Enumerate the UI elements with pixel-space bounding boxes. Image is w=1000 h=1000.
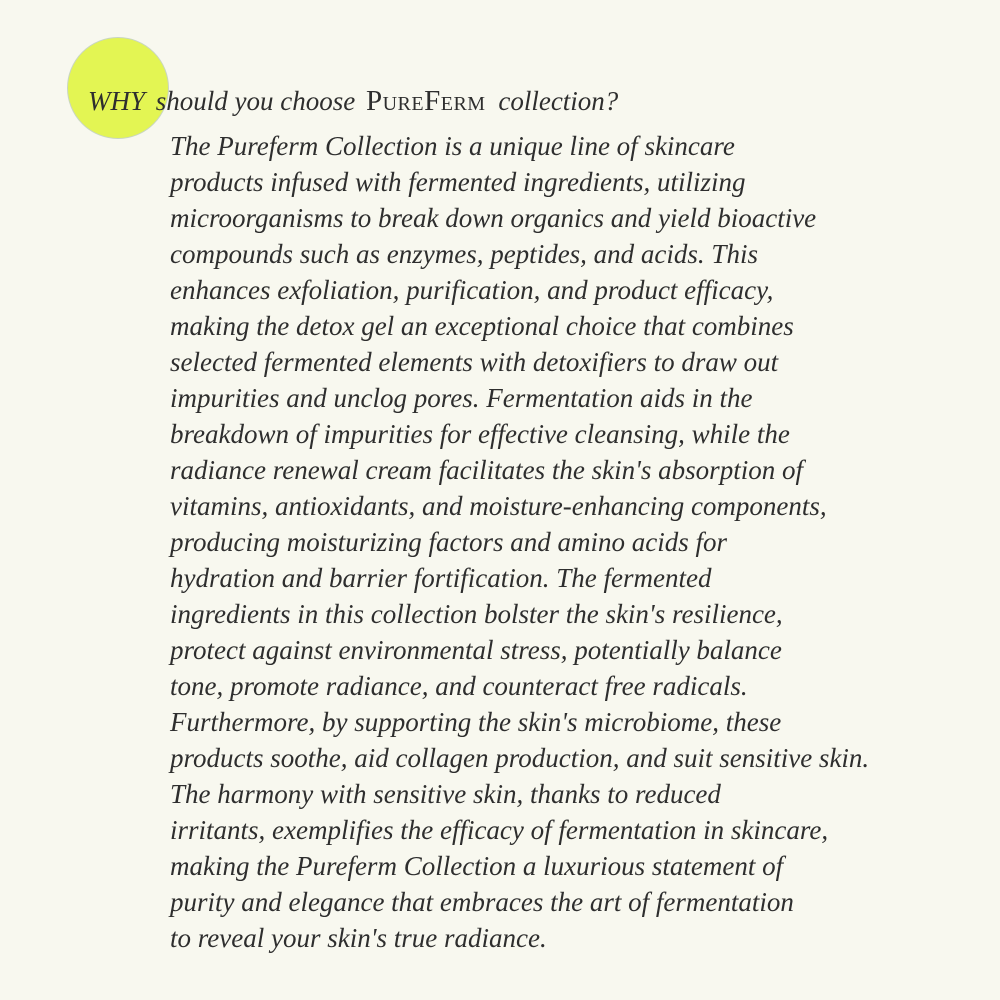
- paragraph-line: compounds such as enzymes, peptides, and acids. This: [170, 239, 758, 269]
- paragraph-line: making the Pureferm Collection a luxurious statement of: [170, 851, 784, 881]
- paragraph-line: selected fermented elements with detoxifiers to draw out: [170, 347, 779, 377]
- paragraph-line: The Pureferm Collection is a unique line of skincare: [170, 131, 735, 161]
- paragraph-line: to reveal your skin's true radiance.: [170, 923, 547, 953]
- paragraph-line: irritants, exemplifies the efficacy of fermentation in skincare,: [170, 815, 829, 845]
- paragraph-line: ingredients in this collection bolster the skin's resilience,: [170, 599, 783, 629]
- paragraph-line: hydration and barrier fortification. The fermented: [170, 563, 712, 593]
- paragraph-line: enhances exfoliation, purification, and product efficacy,: [170, 275, 774, 305]
- description-paragraph: [170, 128, 970, 956]
- paragraph-line: purity and elegance that embraces the art of fermentation: [170, 887, 794, 917]
- paragraph-line: making the detox gel an exceptional choice that combines: [170, 311, 794, 341]
- paragraph-line: protect against environmental stress, potentially balance: [170, 635, 782, 665]
- paragraph-line: vitamins, antioxidants, and moisture-enhancing components,: [170, 491, 827, 521]
- paragraph-line: radiance renewal cream facilitates the skin's absorption of: [170, 455, 803, 485]
- paragraph-line: microorganisms to break down organics and yield bioactive: [170, 203, 817, 233]
- page-heading: [88, 84, 618, 118]
- brand-name: PureFerm: [365, 85, 486, 117]
- heading-why: WHY: [88, 86, 146, 116]
- paragraph-line: impurities and unclog pores. Fermentation aids in the: [170, 383, 753, 413]
- heading-question-start: should you choose: [155, 86, 356, 116]
- paragraph-line: producing moisturizing factors and amino acids for: [170, 527, 728, 557]
- paragraph-line: products soothe, aid collagen production, and suit sensitive skin.: [170, 743, 870, 773]
- paragraph-line: products infused with fermented ingredients, utilizing: [170, 167, 746, 197]
- paragraph-line: The harmony with sensitive skin, thanks to reduced: [170, 779, 721, 809]
- paragraph-line: breakdown of impurities for effective cleansing, while the: [170, 419, 790, 449]
- paragraph-line: Furthermore, by supporting the skin's microbiome, these: [170, 707, 782, 737]
- paragraph-line: tone, promote radiance, and counteract free radicals.: [170, 671, 748, 701]
- heading-question-end: collection?: [498, 86, 619, 116]
